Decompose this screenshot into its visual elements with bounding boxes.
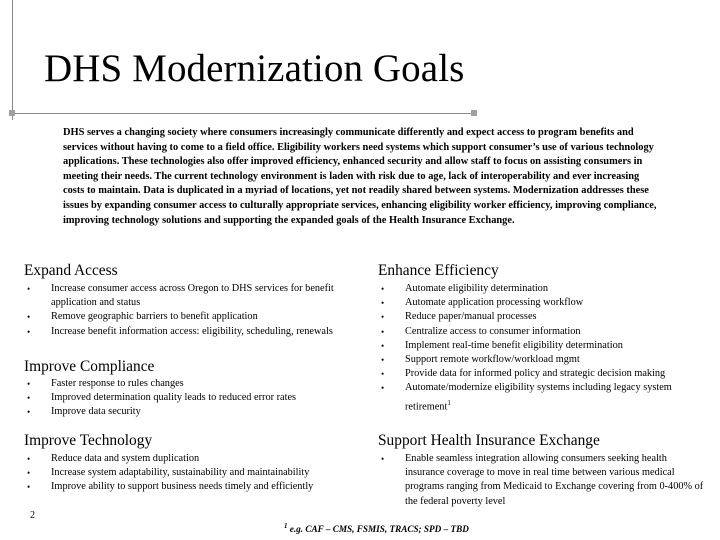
list-item: • Faster response to rules changes: [24, 377, 344, 391]
list-item: • Increase benefit information access: eligibility, scheduling, renewals: [24, 325, 336, 339]
list-item: • Provide data for informed policy and strategic decision making: [378, 367, 708, 381]
rule-end-square: [471, 110, 477, 116]
list-expand-access: [24, 282, 336, 339]
list-item: • Increase consumer access across Oregon to DHS services for benefit application and status: [24, 282, 336, 310]
list-enhance-efficiency: [378, 282, 708, 414]
heading-support-hix: Support Health Insurance Exchange: [378, 432, 600, 449]
footnote-number: 1: [284, 522, 288, 530]
title-underline-rule: [12, 113, 474, 114]
list-item: • Reduce paper/manual processes: [378, 310, 708, 324]
list-improve-compliance: [24, 377, 344, 420]
heading-improve-compliance: Improve Compliance: [24, 358, 155, 375]
list-item: • Support remote workflow/workload mgmt: [378, 353, 708, 367]
list-item: • Improve data security: [24, 405, 344, 419]
frame-corner-square: [9, 110, 15, 116]
list-item: • Enable seamless integration allowing consumers seeking health insurance coverage to move in real time between various medical programs ranging from Medicaid to Exchange covering from 0-400% of the federal poverty level: [378, 452, 708, 509]
list-item: • Increase system adaptability, sustainability and maintainability: [24, 466, 314, 480]
footnote-text: e.g. CAF – CMS, FSMIS, TRACS; SPD – TBD: [289, 524, 469, 535]
heading-improve-technology: Improve Technology: [24, 432, 153, 449]
list-improve-technology: [24, 452, 314, 495]
footnote: [284, 522, 469, 534]
list-item: • Remove geographic barriers to benefit application: [24, 310, 336, 324]
list-item: • Automate eligibility determination: [378, 282, 708, 296]
list-item: • Implement real-time benefit eligibility determination: [378, 339, 708, 353]
heading-enhance-efficiency: Enhance Efficiency: [378, 262, 499, 279]
footnote-marker: 1: [447, 398, 451, 407]
list-item: [378, 381, 708, 414]
list-item: • Improved determination quality leads to reduced error rates: [24, 391, 344, 405]
frame-vertical-rule: [12, 0, 13, 120]
list-item-text: Automate/modernize eligibility systems including legacy system retirement: [405, 382, 672, 413]
list-support-hix: [378, 452, 708, 509]
heading-expand-access: Expand Access: [24, 262, 118, 279]
list-item: • Automate application processing workflow: [378, 296, 708, 310]
page-number: 2: [30, 510, 35, 521]
intro-paragraph: DHS serves a changing society where consumers increasingly communicate differently and expect access to program benefits and services without having to come to a field office. Eligibility workers need systems which support consumer’s use of various technology applications. These technologies also offer improved efficiency, enhanced security and allow staff to focus on assisting consumers in meeting their needs. The current technology environment is laden with risk due to age, lack of interoperability and ever increasing costs to maintain. Data is duplicated in a myriad of locations, yet not readily shared between systems. Modernization addresses these issues by expanding consumer access to culturally appropriate services, enhancing eligibility worker efficiency, improving compliance, improving technology solutions and supporting the expanded goals of the Health Insurance Exchange.: [63, 127, 657, 226]
list-item: • Centralize access to consumer information: [378, 325, 708, 339]
list-item: • Reduce data and system duplication: [24, 452, 314, 466]
list-item: • Improve ability to support business needs timely and efficiently: [24, 480, 314, 494]
slide-title: DHS Modernization Goals: [44, 47, 465, 90]
